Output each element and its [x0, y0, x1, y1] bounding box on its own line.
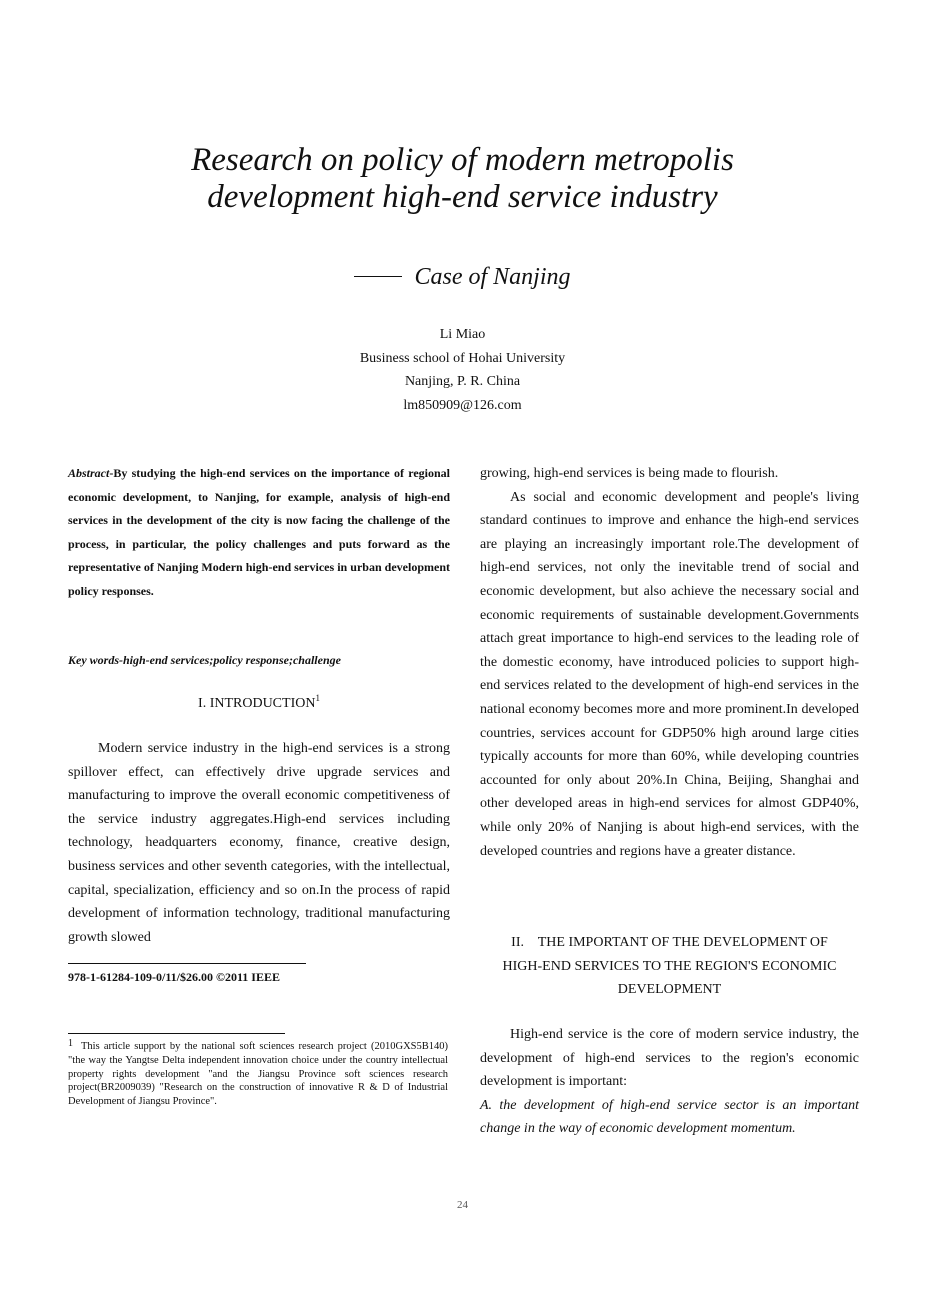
right-column-body: [480, 462, 859, 863]
footnote-divider: [68, 1033, 285, 1034]
section-heading-introduction: [68, 693, 450, 715]
author-block: [0, 323, 925, 417]
section-2-paragraph: High-end service is the core of modern service industry, the development of high-end services to the region's economic development is important:: [480, 1027, 859, 1090]
abstract-text: -By studying the high-end services on the importance of regional economic development, to Nanjing, for example, analysis of high-end services in the development of the city is now facing the challenge of the process, in particular, the policy challenges and puts forward as the representative of Nanjing Modern high-end services in urban development policy responses.: [68, 466, 450, 598]
copyright-notice: 978-1-61284-109-0/11/$26.00 ©2011 IEEE: [68, 970, 280, 984]
footnote-mark: 1: [68, 1038, 73, 1049]
paper-title: [0, 142, 925, 216]
author-affiliation: Business school of Hohai University: [359, 350, 566, 366]
copyright-divider: [68, 963, 306, 964]
section-heading-2-line-2: HIGH-END SERVICES TO THE REGION'S ECONOMIC: [502, 958, 837, 974]
footnote-reference: 1: [315, 693, 320, 703]
abstract: [68, 462, 450, 604]
keywords: Key words-high-end services;policy response;challenge: [68, 653, 341, 667]
author-location: Nanjing, P. R. China: [404, 374, 521, 390]
author-name: Li Miao: [439, 327, 486, 342]
subtitle-text: Case of Nanjing: [414, 264, 571, 290]
section-heading-text: I. INTRODUCTION: [198, 696, 316, 711]
section-heading-2-line-3: DEVELOPMENT: [617, 982, 722, 998]
page-number: 24: [457, 1199, 468, 1211]
subsection-a-heading: A. the development of high-end service sector is an important change in the way of economic development momentum.: [480, 1097, 859, 1137]
paper-subtitle: [0, 262, 925, 292]
introduction-body: [68, 737, 450, 949]
introduction-paragraph-2: As social and economic development and people's living standard continues to improve and enhance the high-end services are playing an increasingly important role.The development of high-end services, not only the inevitable trend of social and economic development, but also achieve the necessary social and economic requirements of sustainable development.Governments attach great importance to high-end services to the leading role of the domestic economy, have introduced policies to support high-end services related to the development of high-end services in the national economy becomes more and more prominent.In developed countries, services account for GDP50% high around large cities typically accounts for more than 60%, while developing countries accounted for only about 20%.In China, Beijing, Shanghai and other developed areas in high-end services for almost GDP40%, while only 20% of Nanjing is about high-end services, with the developed countries and regions have a greater distance.: [480, 489, 859, 859]
footnote: [68, 1040, 448, 1109]
abstract-label: Abstract: [68, 466, 110, 480]
title-line-2: development high-end service industry: [207, 179, 718, 215]
introduction-continuation: growing, high-end services is being made to flourish.: [480, 466, 779, 481]
footnote-text: This article support by the national soft sciences research project (2010GXS5B140) "the way the Yangtse Delta independent innovation choice under the country intellectual property rights development "and the Jiangsu Province soft sciences research project(BR2009039) "Research on the construction of innovative R & D of Industrial Development of Jiangsu Province".: [68, 1041, 448, 1108]
section-heading-2: [480, 931, 859, 1002]
title-line-1: Research on policy of modern metropolis: [191, 142, 734, 178]
section-2-body: [480, 1023, 859, 1141]
introduction-paragraph: Modern service industry in the high-end services is a strong spillover effect, can effectively drive upgrade services and manufacturing to improve the overall economic competitiveness of the service industry aggregates.High-end services including technology, headquarters economy, finance, creative design, business services and other seventh categories, with the intellectual, capital, specialization, efficiency and so on.In the process of rapid development of information technology, traditional manufacturing growth slowed: [68, 741, 450, 945]
subtitle-dash: [354, 276, 402, 277]
section-heading-2-line-1: II. THE IMPORTANT OF THE DEVELOPMENT OF: [511, 935, 828, 950]
author-email: lm850909@126.com: [403, 397, 522, 413]
